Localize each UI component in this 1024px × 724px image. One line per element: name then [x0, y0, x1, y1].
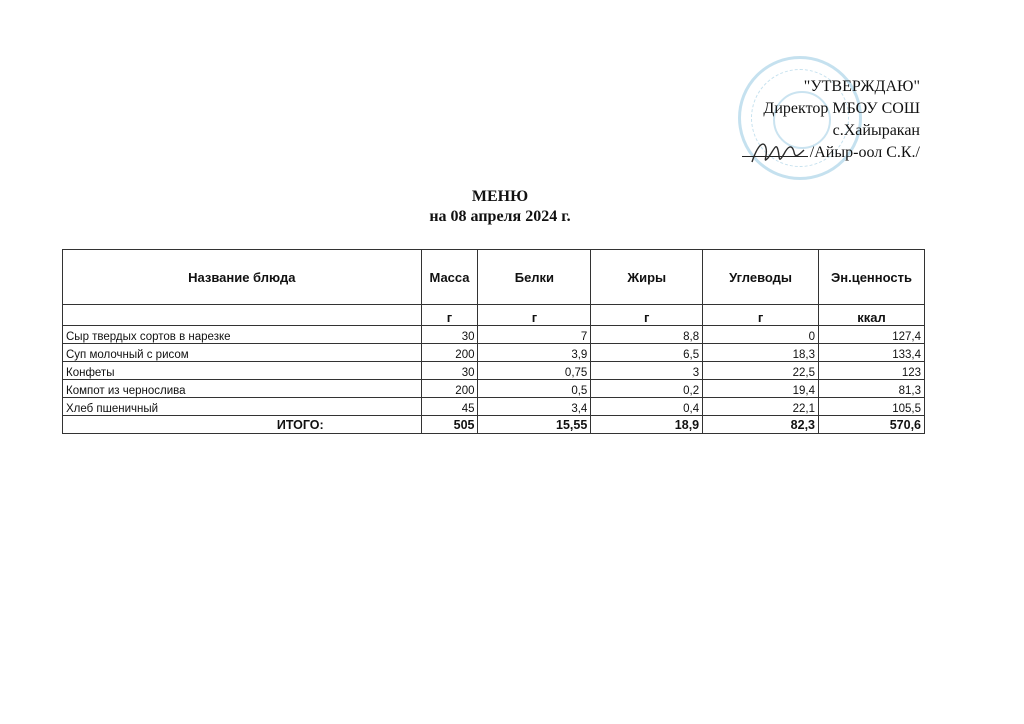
dish-protein: 0,75	[478, 362, 591, 380]
menu-table	[62, 249, 925, 434]
unit-protein: г	[478, 305, 591, 326]
dish-carbs: 0	[703, 326, 819, 344]
dish-name: Хлеб пшеничный	[63, 398, 422, 416]
dish-fat: 3	[591, 362, 703, 380]
dish-energy: 123	[819, 362, 925, 380]
dish-protein: 3,9	[478, 344, 591, 362]
dish-carbs: 22,5	[703, 362, 819, 380]
approval-name: /Айыр-оол С.К./	[809, 144, 920, 161]
units-row	[63, 305, 925, 326]
unit-energy: ккал	[819, 305, 925, 326]
dish-mass: 30	[421, 362, 478, 380]
dish-name: Компот из чернослива	[63, 380, 422, 398]
unit-name	[63, 305, 422, 326]
dish-name: Суп молочный с рисом	[63, 344, 422, 362]
dish-energy: 133,4	[819, 344, 925, 362]
approval-title: "УТВЕРЖДАЮ"	[803, 78, 920, 95]
table-row	[63, 398, 925, 416]
dish-name: Сыр твердых сортов в нарезке	[63, 326, 422, 344]
col-header-name: Название блюда	[63, 250, 422, 305]
dish-energy: 81,3	[819, 380, 925, 398]
document-title: МЕНЮ	[471, 188, 529, 205]
dish-mass: 200	[421, 380, 478, 398]
table-row	[63, 344, 925, 362]
unit-mass: г	[421, 305, 478, 326]
unit-fat: г	[591, 305, 703, 326]
total-label: ИТОГО:	[63, 416, 422, 434]
dish-name: Конфеты	[63, 362, 422, 380]
dish-protein: 7	[478, 326, 591, 344]
dish-fat: 0,2	[591, 380, 703, 398]
table-row	[63, 326, 925, 344]
header-row	[63, 250, 925, 305]
approval-village: с.Хайыракан	[832, 122, 920, 139]
unit-carbs: г	[703, 305, 819, 326]
col-header-carbs: Углеводы	[703, 250, 819, 305]
handwritten-signature	[748, 134, 808, 170]
table-row	[63, 380, 925, 398]
col-header-protein: Белки	[478, 250, 591, 305]
approval-position: Директор МБОУ СОШ	[763, 100, 920, 117]
dish-carbs: 19,4	[703, 380, 819, 398]
total-protein: 15,55	[478, 416, 591, 434]
dish-fat: 8,8	[591, 326, 703, 344]
total-fat: 18,9	[591, 416, 703, 434]
dish-mass: 200	[421, 344, 478, 362]
document-date: на 08 апреля 2024 г.	[429, 208, 571, 225]
dish-carbs: 22,1	[703, 398, 819, 416]
col-header-fat: Жиры	[591, 250, 703, 305]
total-carbs: 82,3	[703, 416, 819, 434]
dish-mass: 30	[421, 326, 478, 344]
col-header-mass: Масса	[421, 250, 478, 305]
total-energy: 570,6	[819, 416, 925, 434]
table-row	[63, 362, 925, 380]
dish-fat: 0,4	[591, 398, 703, 416]
total-mass: 505	[421, 416, 478, 434]
dish-protein: 0,5	[478, 380, 591, 398]
dish-mass: 45	[421, 398, 478, 416]
total-row	[63, 416, 925, 434]
dish-energy: 127,4	[819, 326, 925, 344]
dish-carbs: 18,3	[703, 344, 819, 362]
dish-fat: 6,5	[591, 344, 703, 362]
col-header-energy: Эн.ценность	[819, 250, 925, 305]
dish-energy: 105,5	[819, 398, 925, 416]
dish-protein: 3,4	[478, 398, 591, 416]
